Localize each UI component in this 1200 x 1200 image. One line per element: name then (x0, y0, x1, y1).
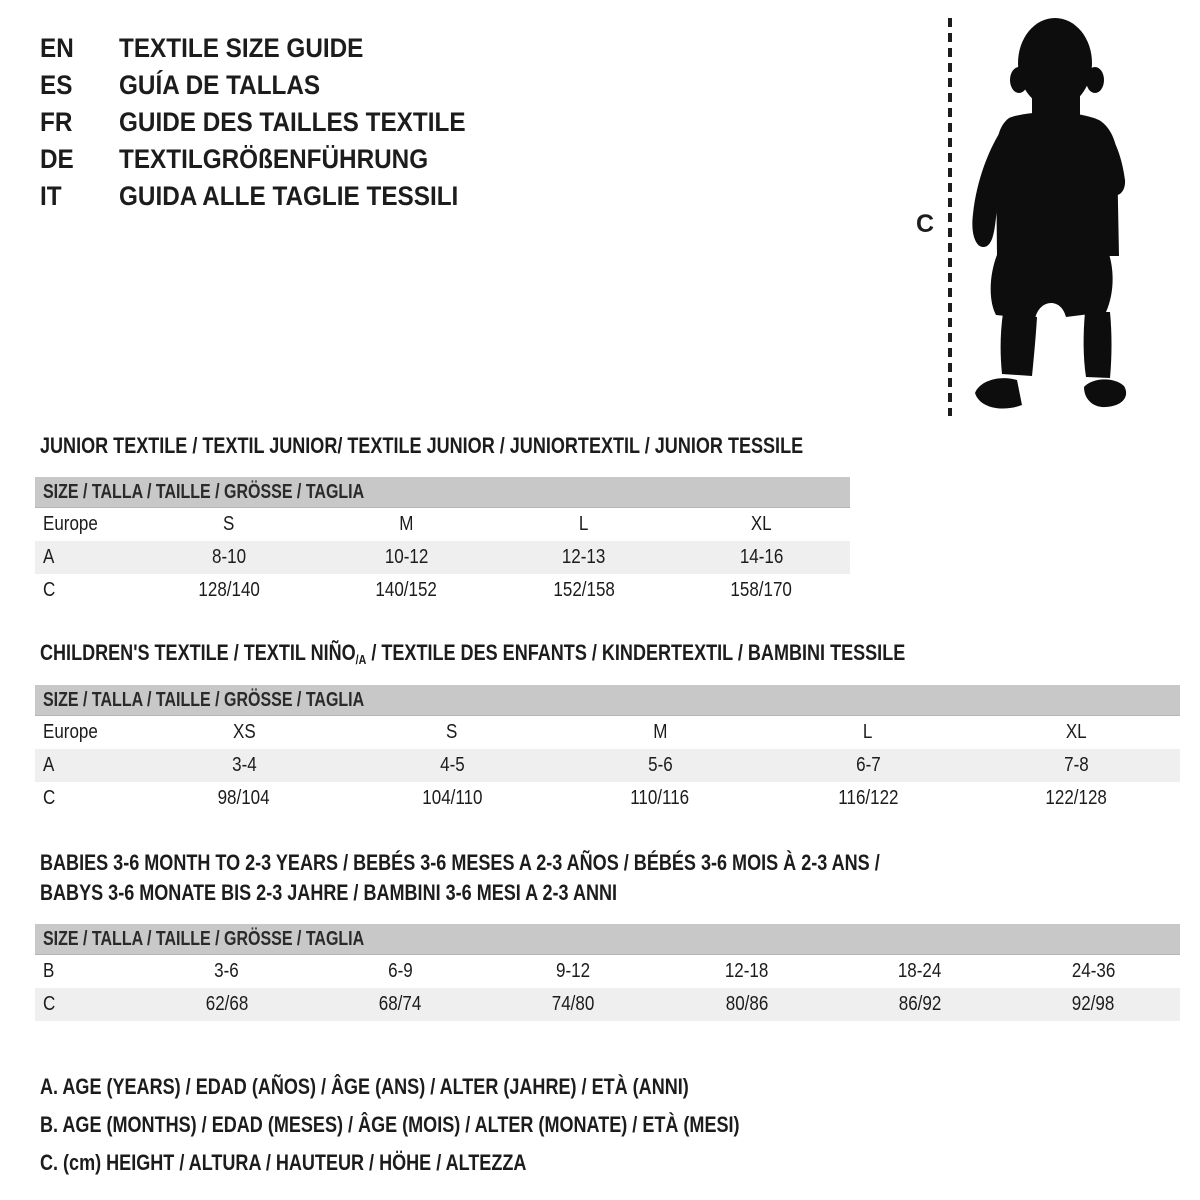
size-cell: XL (1065, 721, 1087, 743)
children-size-table (35, 685, 1180, 815)
size-cell: 7-8 (1063, 754, 1089, 776)
size-cell: 4-5 (439, 754, 465, 776)
junior-section-title-text: JUNIOR TEXTILE / TEXTIL JUNIOR/ TEXTILE JUNIOR / JUNIORTEXTIL / JUNIOR TESSILE (40, 433, 804, 458)
table-row (35, 716, 1180, 749)
size-cell: 3-6 (214, 960, 239, 982)
size-header-text: SIZE / TALLA / TAILLE / GRÖSSE / TAGLIA (43, 688, 365, 711)
junior-table-rows (35, 508, 850, 607)
height-dashed-line (948, 18, 952, 416)
size-cell: 24-36 (1071, 960, 1116, 982)
row-label: C (43, 993, 56, 1015)
size-cell: 68/74 (378, 993, 422, 1015)
size-cell: 122/128 (1045, 787, 1107, 809)
language-row (40, 141, 504, 178)
babies-size-table (35, 924, 1180, 1021)
size-cell: 80/86 (725, 993, 768, 1015)
size-cell: 6-7 (855, 754, 881, 776)
size-header-band (35, 477, 850, 508)
size-cell: 6-9 (387, 960, 413, 982)
legend (40, 1068, 893, 1182)
size-header-text: SIZE / TALLA / TAILLE / GRÖSSE / TAGLIA (43, 480, 365, 503)
table-row (35, 988, 1180, 1021)
table-row (35, 541, 850, 574)
size-cell: 98/104 (217, 787, 270, 809)
size-cell: 158/170 (730, 579, 792, 601)
babies-table-rows (35, 955, 1180, 1021)
size-cell: XS (232, 721, 256, 743)
language-guide-title: GUIDA ALLE TAGLIE TESSILI (119, 181, 459, 211)
size-cell: 3-4 (231, 754, 257, 776)
legend-line: A. AGE (YEARS) / EDAD (AÑOS) / ÂGE (ANS) / ALTER (JAHRE) / ETÀ (ANNI) (40, 1074, 689, 1099)
junior-section-title (40, 434, 971, 458)
babies-title-line-1: BABIES 3-6 MONTH TO 2-3 YEARS / BEBÉS 3-6 MESES A 2-3 AÑOS / BÉBÉS 3-6 MOIS À 2-3 ANS / (40, 850, 880, 875)
language-guide-title: TEXTILE SIZE GUIDE (119, 33, 364, 63)
size-cell: L (579, 513, 589, 535)
junior-size-table (35, 477, 850, 607)
table-row (35, 508, 850, 541)
table-row (35, 955, 1180, 988)
language-code: ES (40, 70, 73, 100)
size-cell: 10-12 (384, 546, 428, 568)
size-cell: 86/92 (898, 993, 942, 1015)
size-header-band (35, 685, 1180, 716)
size-cell: M (652, 721, 668, 743)
size-cell: 5-6 (647, 754, 673, 776)
language-row (40, 67, 504, 104)
size-cell: 152/158 (553, 579, 615, 601)
row-label: A (43, 546, 55, 568)
language-title-list (40, 30, 504, 215)
children-title-subscript: /A (355, 652, 367, 667)
language-row (40, 104, 504, 141)
language-code: IT (40, 181, 62, 211)
size-cell: 12-18 (724, 960, 769, 982)
children-title-prefix: CHILDREN'S TEXTILE / TEXTIL NIÑO (40, 640, 356, 665)
row-label: Europe (43, 721, 98, 743)
size-cell: 18-24 (898, 960, 942, 982)
language-guide-title: GUÍA DE TALLAS (119, 70, 321, 100)
height-measure-label: C (915, 210, 935, 238)
baby-silhouette-icon (963, 16, 1135, 416)
table-row (35, 782, 1180, 815)
size-cell: 12-13 (562, 546, 606, 568)
children-section-title-text (40, 641, 905, 672)
babies-title-line-2: BABYS 3-6 MONATE BIS 2-3 JAHRE / BAMBINI 3-6 MESI A 2-3 ANNI (40, 880, 618, 905)
language-guide-title: TEXTILGRÖßENFÜHRUNG (119, 144, 429, 174)
legend-line: C. (cm) HEIGHT / ALTURA / HAUTEUR / HÖHE / ALTEZZA (40, 1150, 527, 1175)
row-label: C (43, 579, 56, 601)
language-row (40, 30, 504, 67)
row-label: C (43, 787, 56, 809)
children-title-suffix: / TEXTILE DES ENFANTS / KINDERTEXTIL / BAMBINI TESSILE (366, 640, 906, 665)
legend-line: B. AGE (MONTHS) / EDAD (MESES) / ÂGE (MOIS) / ALTER (MONATE) / ETÀ (MESI) (40, 1112, 740, 1137)
size-cell: M (399, 513, 414, 535)
row-label: B (43, 960, 55, 982)
language-code: DE (40, 144, 74, 174)
children-table-rows (35, 716, 1180, 815)
size-cell: 9-12 (556, 960, 591, 982)
language-row (40, 178, 504, 215)
size-cell: 140/152 (375, 579, 437, 601)
size-cell: S (223, 513, 235, 535)
row-label: Europe (43, 513, 98, 535)
row-label: A (43, 754, 55, 776)
language-code: EN (40, 33, 74, 63)
size-cell: XL (750, 513, 772, 535)
size-cell: 110/116 (630, 787, 690, 809)
size-cell: 62/68 (205, 993, 248, 1015)
table-row (35, 574, 850, 607)
size-cell: S (446, 721, 458, 743)
language-guide-title: GUIDE DES TAILLES TEXTILE (119, 107, 466, 137)
size-cell: 8-10 (211, 546, 246, 568)
size-cell: 116/122 (837, 787, 899, 809)
size-header-band (35, 924, 1180, 955)
children-section-title (40, 641, 1095, 672)
table-row (35, 749, 1180, 782)
size-header-text: SIZE / TALLA / TAILLE / GRÖSSE / TAGLIA (43, 927, 365, 950)
babies-section-title (40, 848, 1064, 908)
size-cell: 92/98 (1072, 993, 1115, 1015)
size-cell: 128/140 (198, 579, 260, 601)
size-cell: 14-16 (739, 546, 783, 568)
size-cell: L (863, 721, 873, 743)
size-cell: 104/110 (421, 787, 483, 809)
language-code: FR (40, 107, 73, 137)
size-cell: 74/80 (552, 993, 595, 1015)
